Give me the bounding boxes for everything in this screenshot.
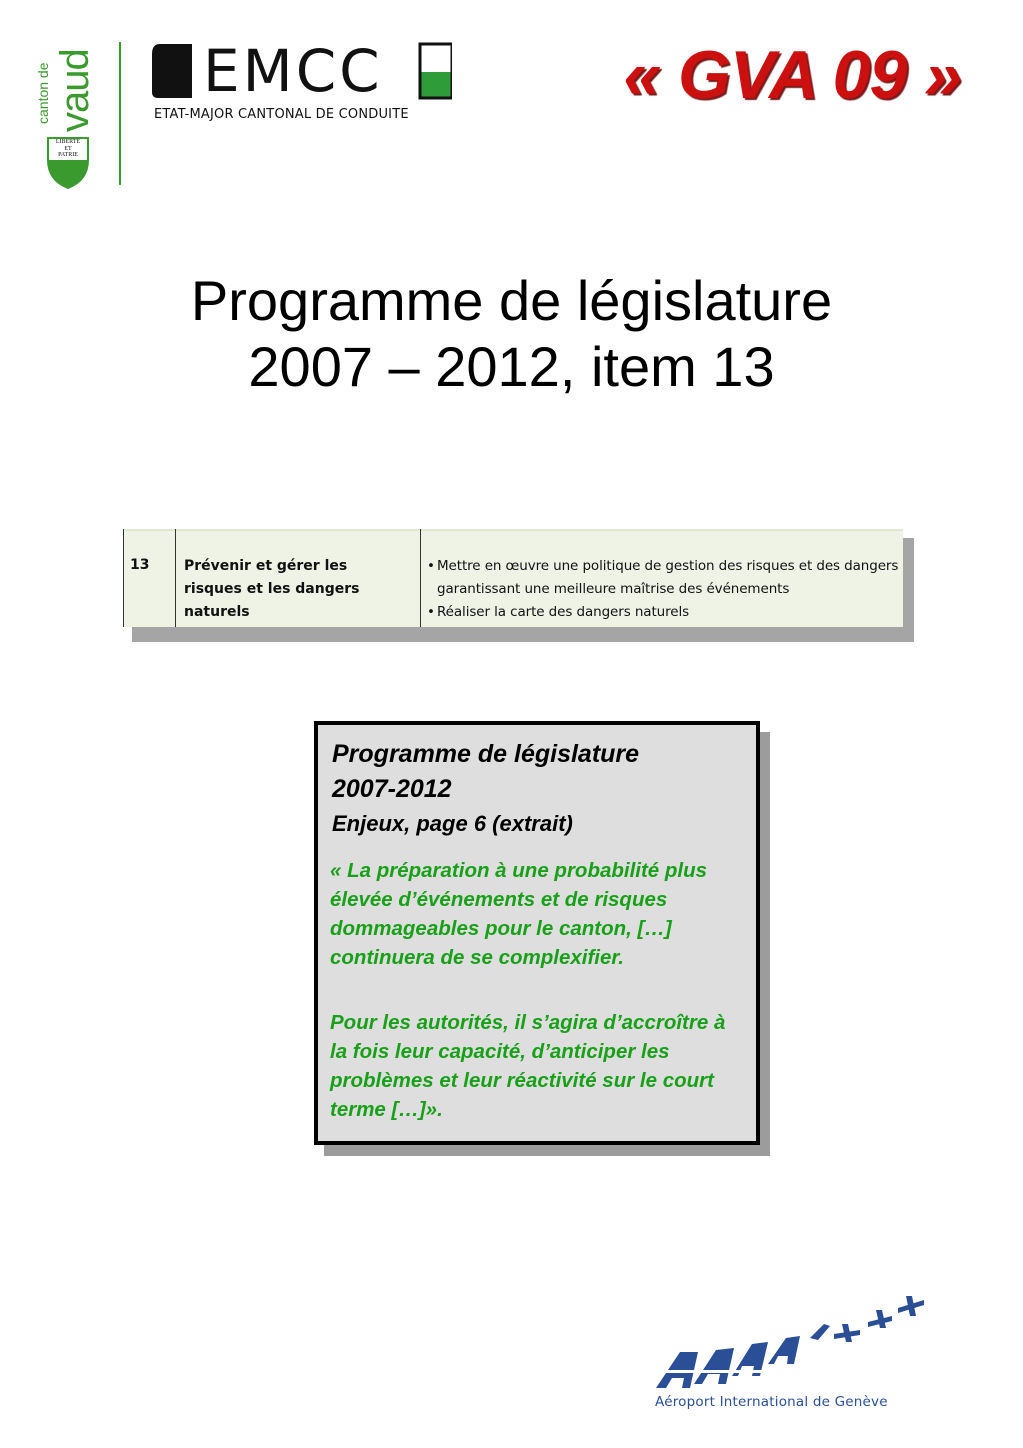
page-title bbox=[0, 268, 1023, 400]
geneva-airport-logo-icon bbox=[654, 1294, 926, 1394]
shield-line: PATRIE bbox=[58, 152, 78, 158]
table-items-cell bbox=[421, 529, 903, 627]
emcc-subtitle: ETAT-MAJOR CANTONAL DE CONDUITE bbox=[154, 107, 409, 122]
quote-box bbox=[314, 721, 760, 1145]
quote-heading-line2: 2007-2012 bbox=[332, 775, 452, 803]
quote-paragraph-2: Pour les autorités, il s’agira d’accroître à la fois leur capacité, d’anticiper les problèmes et leur réactivité sur le court terme […]». bbox=[330, 1011, 726, 1121]
page-title-line2: 2007 – 2012, item 13 bbox=[248, 335, 775, 398]
page-title-line1: Programme de législature bbox=[190, 269, 833, 332]
table-title: Prévenir et gérer les risques et les dangers naturels bbox=[184, 558, 360, 620]
header-divider bbox=[119, 42, 121, 185]
quote-box-heading bbox=[332, 737, 752, 807]
vaud-small-text: canton de bbox=[35, 62, 51, 124]
vaud-big-text: vaud bbox=[53, 49, 97, 132]
airport-caption: Aéroport International de Genève bbox=[655, 1394, 888, 1410]
quote-paragraph-1: « La préparation à une probabilité plus élevée d’événements et de risques dommageables pour le canton, […] continuera de se complexifier. bbox=[330, 859, 708, 969]
shield-line: LIBERTE bbox=[55, 139, 81, 145]
event-title: « GVA 09 » bbox=[623, 37, 961, 113]
quote-heading-line1: Programme de législature bbox=[332, 740, 640, 768]
table-number-cell bbox=[123, 529, 176, 627]
quote-box-subheading: Enjeux, page 6 (extrait) bbox=[332, 811, 573, 836]
table-items-list bbox=[427, 555, 901, 624]
emcc-wordmark: EMCC bbox=[203, 37, 383, 105]
vaud-shield-motto bbox=[46, 139, 90, 159]
table-number: 13 bbox=[130, 557, 150, 573]
shield-line: ET bbox=[64, 145, 72, 152]
extract-table bbox=[123, 529, 903, 627]
list-item: • Réaliser la carte des dangers naturels bbox=[427, 601, 901, 624]
table-title-cell bbox=[176, 529, 421, 627]
vaud-wordmark bbox=[35, 40, 98, 132]
list-item: • Mettre en œuvre une politique de gestion des risques et des dangers garantissant une meilleure maîtrise des événements bbox=[427, 555, 901, 601]
